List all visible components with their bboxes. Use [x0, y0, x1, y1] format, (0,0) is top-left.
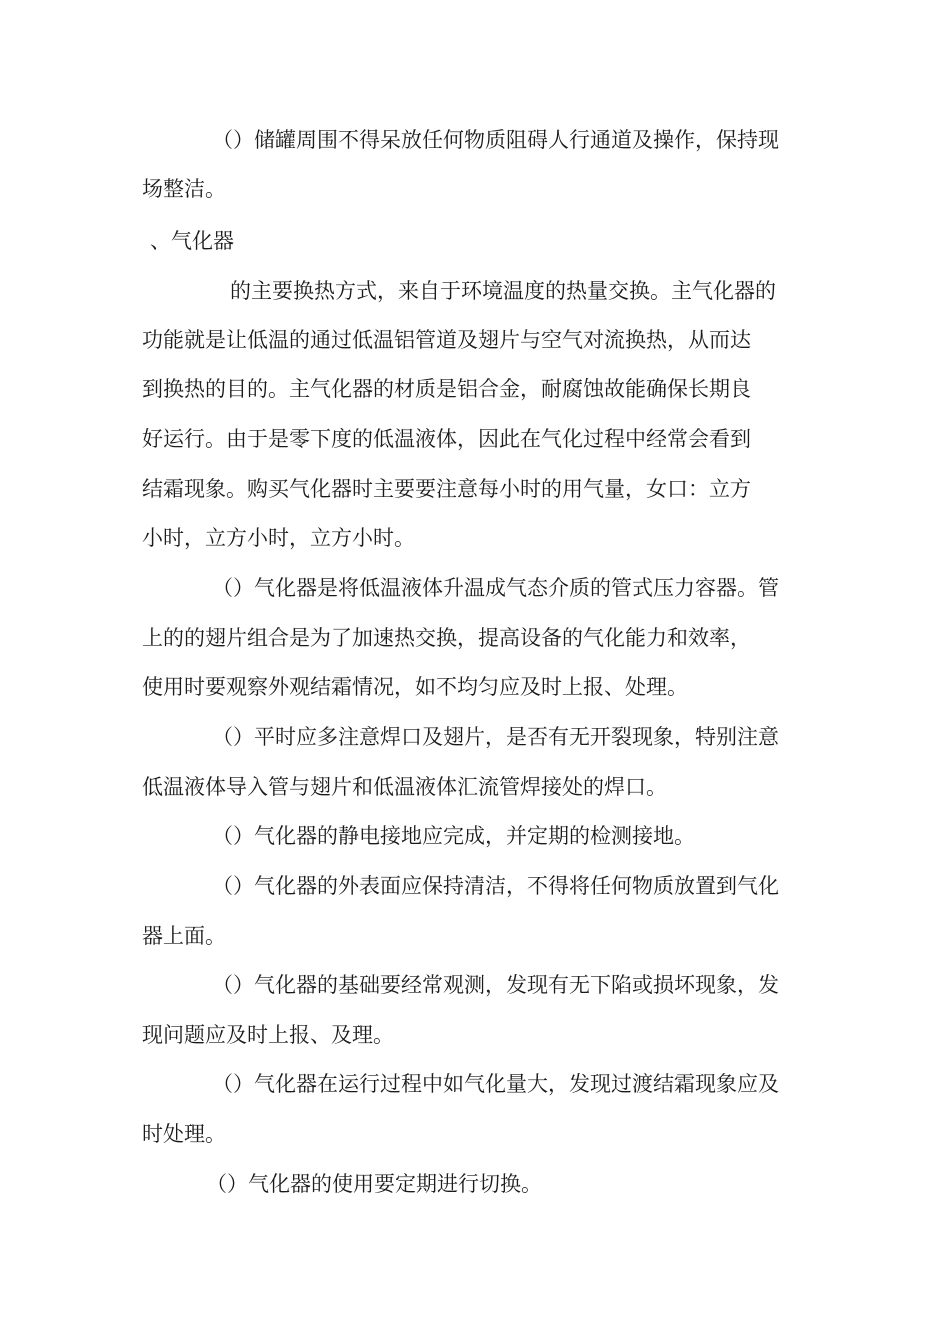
paragraph-line: 使用时要观察外观结霜情况，如不均匀应及时上报、处理。 — [142, 675, 688, 699]
paragraph-line: 小时，立方小时，立方小时。 — [142, 526, 415, 550]
paragraph-line: （）气化器的使用要定期进行切换。 — [206, 1172, 542, 1196]
paragraph-line: （）气化器是将低温液体升温成气态介质的管式压力容器。管 — [212, 576, 779, 600]
paragraph-line: 好运行。由于是零下度的低温液体，因此在气化过程中经常会看到 — [142, 427, 751, 451]
paragraph-line: （）气化器的静电接地应完成，并定期的检测接地。 — [212, 824, 695, 848]
paragraph-line: 到换热的目的。主气化器的材质是铝合金，耐腐蚀故能确保长期良 — [142, 377, 751, 401]
paragraph-line: （）储罐周围不得呆放任何物质阻碍人行通道及操作，保持现 — [212, 128, 779, 152]
paragraph-line: 现问题应及时上报、及理。 — [142, 1023, 394, 1047]
paragraph-line: （）气化器的基础要经常观测，发现有无下陷或损坏现象，发 — [212, 973, 779, 997]
paragraph-line: （）平时应多注意焊口及翅片，是否有无开裂现象，特别注意 — [212, 725, 779, 749]
paragraph-line: 的主要换热方式，来自于环境温度的热量交换。主气化器的 — [230, 279, 776, 303]
paragraph-line: （）气化器的外表面应保持清洁，不得将任何物质放置到气化 — [212, 874, 779, 898]
paragraph-line: 结霜现象。购买气化器时主要要注意每小时的用气量，女口：立方 — [142, 477, 751, 501]
paragraph-line: （）气化器在运行过程中如气化量大，发现过渡结霜现象应及 — [212, 1072, 779, 1096]
paragraph-line: 器上面。 — [142, 924, 226, 948]
paragraph-line: 时处理。 — [142, 1122, 226, 1146]
paragraph-line: 低温液体导入管与翅片和低温液体汇流管焊接处的焊口。 — [142, 775, 667, 799]
section-heading: 、气化器 — [150, 229, 234, 253]
paragraph-line: 功能就是让低温的通过低温铝管道及翅片与空气对流换热，从而达 — [142, 328, 751, 352]
paragraph-line: 场整洁。 — [142, 177, 226, 201]
paragraph-line: 上的的翅片组合是为了加速热交换，提高设备的气化能力和效率， — [142, 626, 751, 650]
